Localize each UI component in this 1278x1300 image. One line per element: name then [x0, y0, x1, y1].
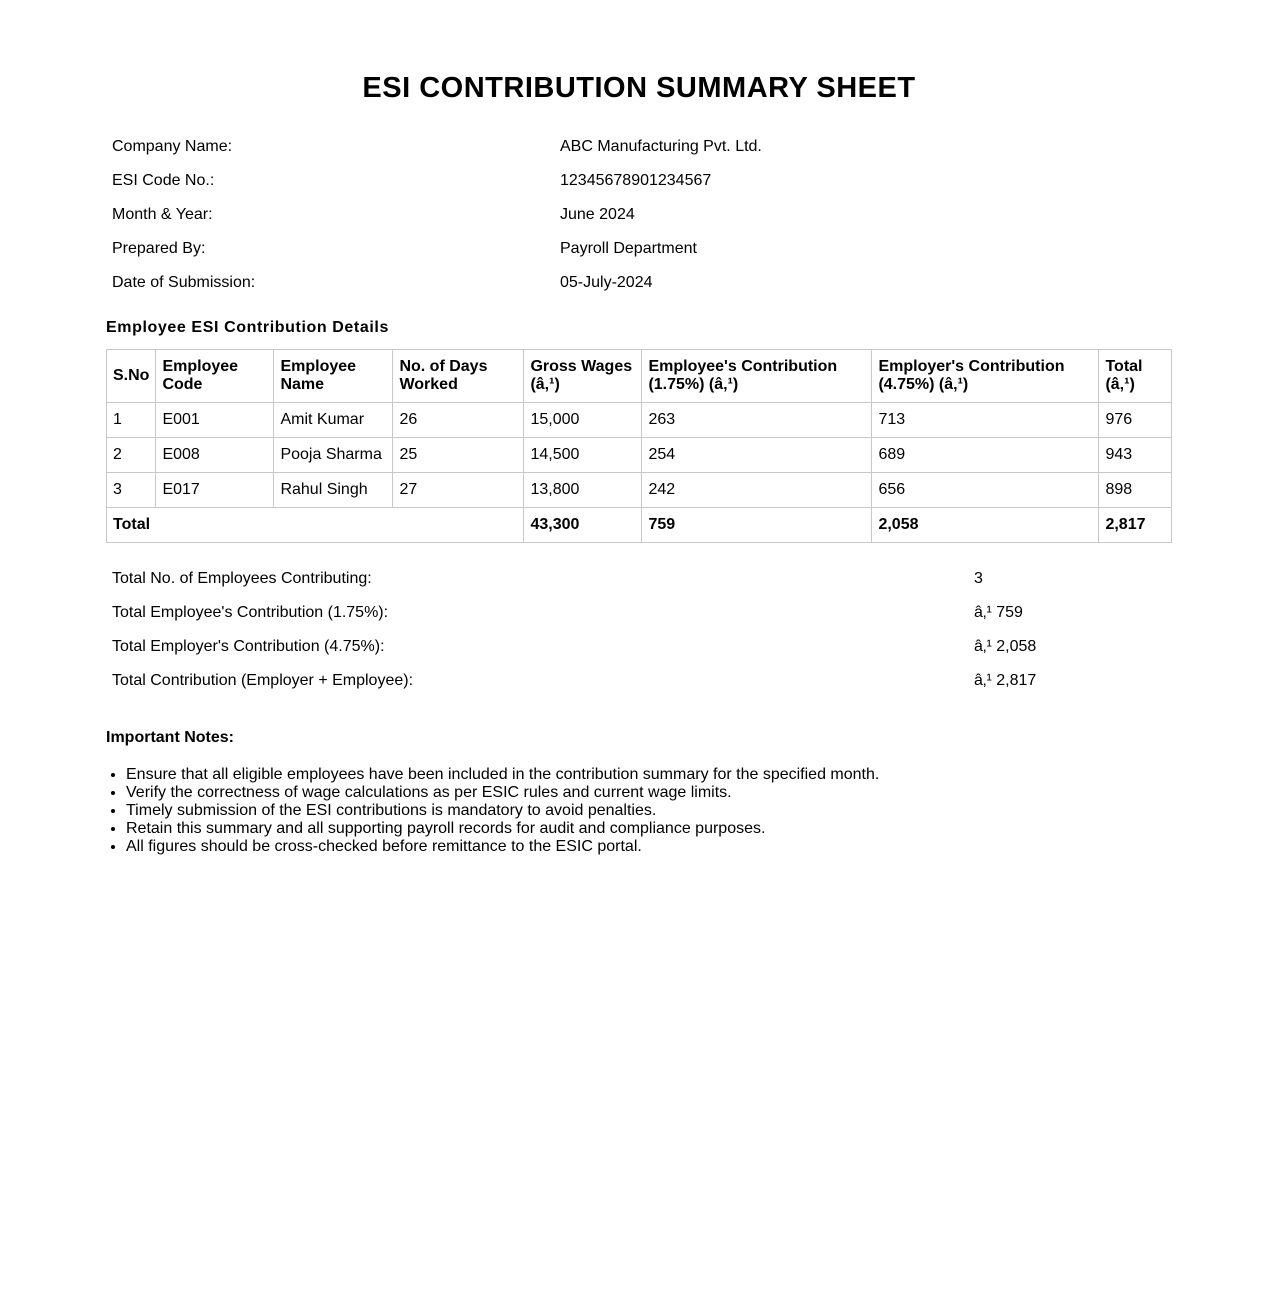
cell-sno: 1	[107, 403, 156, 438]
info-value: Payroll Department	[560, 240, 697, 257]
info-value: 12345678901234567	[560, 172, 712, 189]
table-header-row	[107, 350, 1172, 403]
cell-gross-wages: 14,500	[524, 438, 642, 473]
cell-total: 943	[1099, 438, 1172, 473]
page-title: ESI CONTRIBUTION SUMMARY SHEET	[362, 72, 916, 104]
summary-row	[106, 596, 1172, 630]
cell-employer-contribution: 689	[872, 438, 1099, 473]
info-label: Month & Year:	[112, 206, 213, 223]
cell-employee-name: Rahul Singh	[274, 473, 393, 508]
cell-employee-code: E017	[156, 473, 274, 508]
table-total-row	[107, 508, 1172, 543]
summary-table	[106, 562, 1172, 698]
table-row	[107, 473, 1172, 508]
cell-employee-name: Amit Kumar	[274, 403, 393, 438]
cell-employee-code: E001	[156, 403, 274, 438]
info-row	[106, 266, 1172, 300]
summary-value: â‚¹ 2,817	[974, 672, 1037, 689]
summary-row	[106, 664, 1172, 698]
cell-employee-code: E008	[156, 438, 274, 473]
col-header-days-worked: No. of Days Worked	[393, 350, 524, 403]
info-row	[106, 164, 1172, 198]
col-header-gross-wages: Gross Wages (â‚¹)	[524, 350, 642, 403]
summary-label: Total Contribution (Employer + Employee):	[112, 672, 414, 689]
notes-list	[106, 766, 879, 856]
summary-row	[106, 562, 1172, 596]
col-header-employee-contribution: Employee's Contribution (1.75%) (â‚¹)	[642, 350, 872, 403]
notes-title: Important Notes:	[106, 729, 234, 746]
cell-employer-contribution: 656	[872, 473, 1099, 508]
cell-employer-contribution: 713	[872, 403, 1099, 438]
cell-employee-contribution: 242	[642, 473, 872, 508]
note-item: • Verify the correctness of wage calculations as per ESIC rules and current wage limits.	[126, 784, 879, 802]
table-row	[107, 438, 1172, 473]
note-item: • All figures should be cross-checked before remittance to the ESIC portal.	[126, 838, 879, 856]
note-item: • Timely submission of the ESI contributions is mandatory to avoid penalties.	[126, 802, 879, 820]
col-header-employer-contribution: Employer's Contribution (4.75%) (â‚¹)	[872, 350, 1099, 403]
cell-employee-name: Pooja Sharma	[274, 438, 393, 473]
table-row	[107, 403, 1172, 438]
total-gross-wages: 43,300	[524, 508, 642, 543]
info-value: ABC Manufacturing Pvt. Ltd.	[560, 138, 762, 155]
total-label: Total	[107, 508, 524, 543]
summary-label: Total No. of Employees Contributing:	[112, 570, 372, 587]
cell-sno: 2	[107, 438, 156, 473]
summary-value: â‚¹ 759	[974, 604, 1023, 621]
contribution-table	[106, 349, 1172, 543]
col-header-employee-code: Employee Code	[156, 350, 274, 403]
total-employer-contribution: 2,058	[872, 508, 1099, 543]
cell-total: 976	[1099, 403, 1172, 438]
note-item: • Ensure that all eligible employees have been included in the contribution summary for the specified month.	[126, 766, 879, 784]
cell-days-worked: 26	[393, 403, 524, 438]
section-title: Employee ESI Contribution Details	[106, 319, 389, 336]
cell-sno: 3	[107, 473, 156, 508]
cell-days-worked: 25	[393, 438, 524, 473]
summary-label: Total Employer's Contribution (4.75%):	[112, 638, 385, 655]
cell-employee-contribution: 263	[642, 403, 872, 438]
company-info-table	[106, 130, 1172, 300]
cell-total: 898	[1099, 473, 1172, 508]
cell-gross-wages: 15,000	[524, 403, 642, 438]
summary-value: â‚¹ 2,058	[974, 638, 1037, 655]
col-header-total: Total (â‚¹)	[1099, 350, 1172, 403]
total-employee-contribution: 759	[642, 508, 872, 543]
total-grand: 2,817	[1099, 508, 1172, 543]
col-header-sno: S.No	[107, 350, 156, 403]
cell-employee-contribution: 254	[642, 438, 872, 473]
info-row	[106, 130, 1172, 164]
info-row	[106, 198, 1172, 232]
info-row	[106, 232, 1172, 266]
cell-gross-wages: 13,800	[524, 473, 642, 508]
info-value: June 2024	[560, 206, 635, 223]
summary-label: Total Employee's Contribution (1.75%):	[112, 604, 389, 621]
info-label: Date of Submission:	[112, 274, 256, 291]
summary-value: 3	[974, 570, 983, 587]
note-item: • Retain this summary and all supporting payroll records for audit and compliance purposes.	[126, 820, 879, 838]
col-header-employee-name: Employee Name	[274, 350, 393, 403]
info-label: ESI Code No.:	[112, 172, 215, 189]
info-label: Company Name:	[112, 138, 233, 155]
summary-row	[106, 630, 1172, 664]
info-label: Prepared By:	[112, 240, 206, 257]
info-value: 05-July-2024	[560, 274, 653, 291]
cell-days-worked: 27	[393, 473, 524, 508]
